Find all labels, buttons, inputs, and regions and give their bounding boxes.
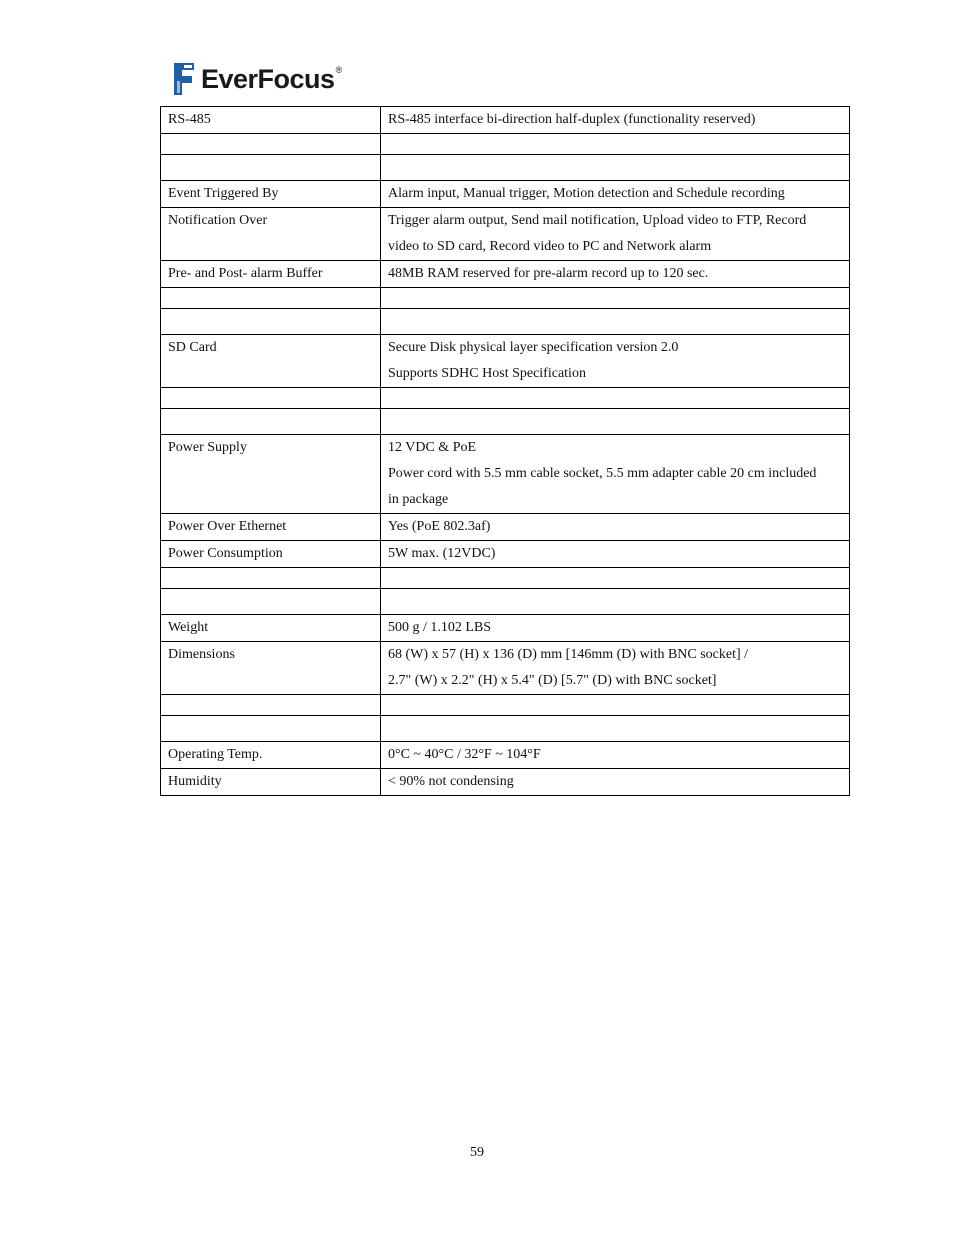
spec-row bbox=[161, 181, 850, 208]
spec-value-line: RS-485 interface bi-direction half-duplex (functionality reserved) bbox=[388, 112, 756, 127]
spec-value-line: in package bbox=[388, 492, 449, 507]
spec-value-line: 500 g / 1.102 LBS bbox=[388, 620, 492, 635]
spec-value-line: 48MB RAM reserved for pre-alarm record up to 120 sec. bbox=[388, 266, 709, 281]
spec-label: Operating Temp. bbox=[161, 742, 381, 769]
spec-label: Dimensions bbox=[161, 642, 381, 695]
spacer-row bbox=[161, 388, 850, 409]
spec-row bbox=[161, 107, 850, 134]
spec-label: Notification Over bbox=[161, 208, 381, 261]
spacer-cell bbox=[161, 716, 381, 742]
spacer-cell bbox=[381, 388, 850, 409]
spacer-row bbox=[161, 695, 850, 716]
spacer-cell bbox=[161, 589, 381, 615]
spacer-cell bbox=[381, 134, 850, 155]
spec-row bbox=[161, 742, 850, 769]
spec-row bbox=[161, 435, 850, 514]
registered-mark: ® bbox=[335, 65, 343, 75]
spec-row bbox=[161, 769, 850, 796]
spec-value bbox=[381, 769, 850, 796]
spec-value bbox=[381, 181, 850, 208]
spacer-cell bbox=[381, 409, 850, 435]
spacer-cell bbox=[381, 568, 850, 589]
spacer-cell bbox=[161, 309, 381, 335]
spec-value bbox=[381, 541, 850, 568]
spec-value bbox=[381, 615, 850, 642]
spec-label: Pre- and Post- alarm Buffer bbox=[161, 261, 381, 288]
spec-value-line: video to SD card, Record video to PC and Network alarm bbox=[388, 239, 712, 254]
specification-table-body bbox=[161, 107, 850, 796]
spacer-cell bbox=[161, 695, 381, 716]
logo-wordmark: EverFocus bbox=[201, 64, 335, 94]
spec-value bbox=[381, 514, 850, 541]
spec-value bbox=[381, 107, 850, 134]
spacer-cell bbox=[161, 288, 381, 309]
spec-value bbox=[381, 261, 850, 288]
spec-value-line: 68 (W) x 57 (H) x 136 (D) mm [146mm (D) with BNC socket] / bbox=[388, 647, 749, 662]
spacer-cell bbox=[381, 695, 850, 716]
spacer-cell bbox=[381, 716, 850, 742]
spec-row bbox=[161, 541, 850, 568]
spec-label: Event Triggered By bbox=[161, 181, 381, 208]
spec-value-line: 2.7" (W) x 2.2" (H) x 5.4" (D) [5.7" (D) with BNC socket] bbox=[388, 673, 717, 688]
spec-row bbox=[161, 261, 850, 288]
spacer-cell bbox=[161, 409, 381, 435]
spec-value-line: 0°C ~ 40°C / 32°F ~ 104°F bbox=[388, 747, 541, 762]
spacer-cell bbox=[381, 309, 850, 335]
spacer-row bbox=[161, 309, 850, 335]
spec-value-line: Yes (PoE 802.3af) bbox=[388, 519, 491, 534]
spec-value bbox=[381, 435, 850, 514]
everfocus-logo bbox=[171, 61, 342, 97]
spec-label: RS-485 bbox=[161, 107, 381, 134]
spacer-cell bbox=[381, 288, 850, 309]
spacer-cell bbox=[161, 134, 381, 155]
spacer-cell bbox=[161, 388, 381, 409]
spec-value bbox=[381, 335, 850, 388]
spec-label: Power Over Ethernet bbox=[161, 514, 381, 541]
spec-row bbox=[161, 642, 850, 695]
spec-label: SD Card bbox=[161, 335, 381, 388]
spec-row bbox=[161, 335, 850, 388]
spec-value-line: Power cord with 5.5 mm cable socket, 5.5 mm adapter cable 20 cm included bbox=[388, 466, 817, 481]
spec-row bbox=[161, 208, 850, 261]
spacer-cell bbox=[381, 155, 850, 181]
spec-row bbox=[161, 615, 850, 642]
spec-label: Weight bbox=[161, 615, 381, 642]
spec-value-line: 5W max. (12VDC) bbox=[388, 546, 496, 561]
specification-table bbox=[160, 106, 850, 796]
spacer-row bbox=[161, 288, 850, 309]
spacer-cell bbox=[161, 155, 381, 181]
spec-value-line: Supports SDHC Host Specification bbox=[388, 366, 586, 381]
spacer-row bbox=[161, 716, 850, 742]
page-number: 59 bbox=[470, 1145, 484, 1160]
spec-value-line: Alarm input, Manual trigger, Motion detection and Schedule recording bbox=[388, 186, 785, 201]
spec-value bbox=[381, 208, 850, 261]
spec-value-line: Secure Disk physical layer specification version 2.0 bbox=[388, 340, 679, 355]
everfocus-logo-icon bbox=[171, 61, 197, 97]
spec-label: Humidity bbox=[161, 769, 381, 796]
spacer-row bbox=[161, 589, 850, 615]
spacer-cell bbox=[381, 589, 850, 615]
spacer-cell bbox=[161, 568, 381, 589]
spacer-row bbox=[161, 134, 850, 155]
spec-label: Power Supply bbox=[161, 435, 381, 514]
spec-value-line: Trigger alarm output, Send mail notification, Upload video to FTP, Record bbox=[388, 213, 807, 228]
spec-value bbox=[381, 742, 850, 769]
spec-value bbox=[381, 642, 850, 695]
spec-value-line: 12 VDC & PoE bbox=[388, 440, 477, 455]
spacer-row bbox=[161, 568, 850, 589]
spec-label: Power Consumption bbox=[161, 541, 381, 568]
spacer-row bbox=[161, 409, 850, 435]
spec-row bbox=[161, 514, 850, 541]
spacer-row bbox=[161, 155, 850, 181]
spec-value-line: < 90% not condensing bbox=[388, 774, 514, 789]
